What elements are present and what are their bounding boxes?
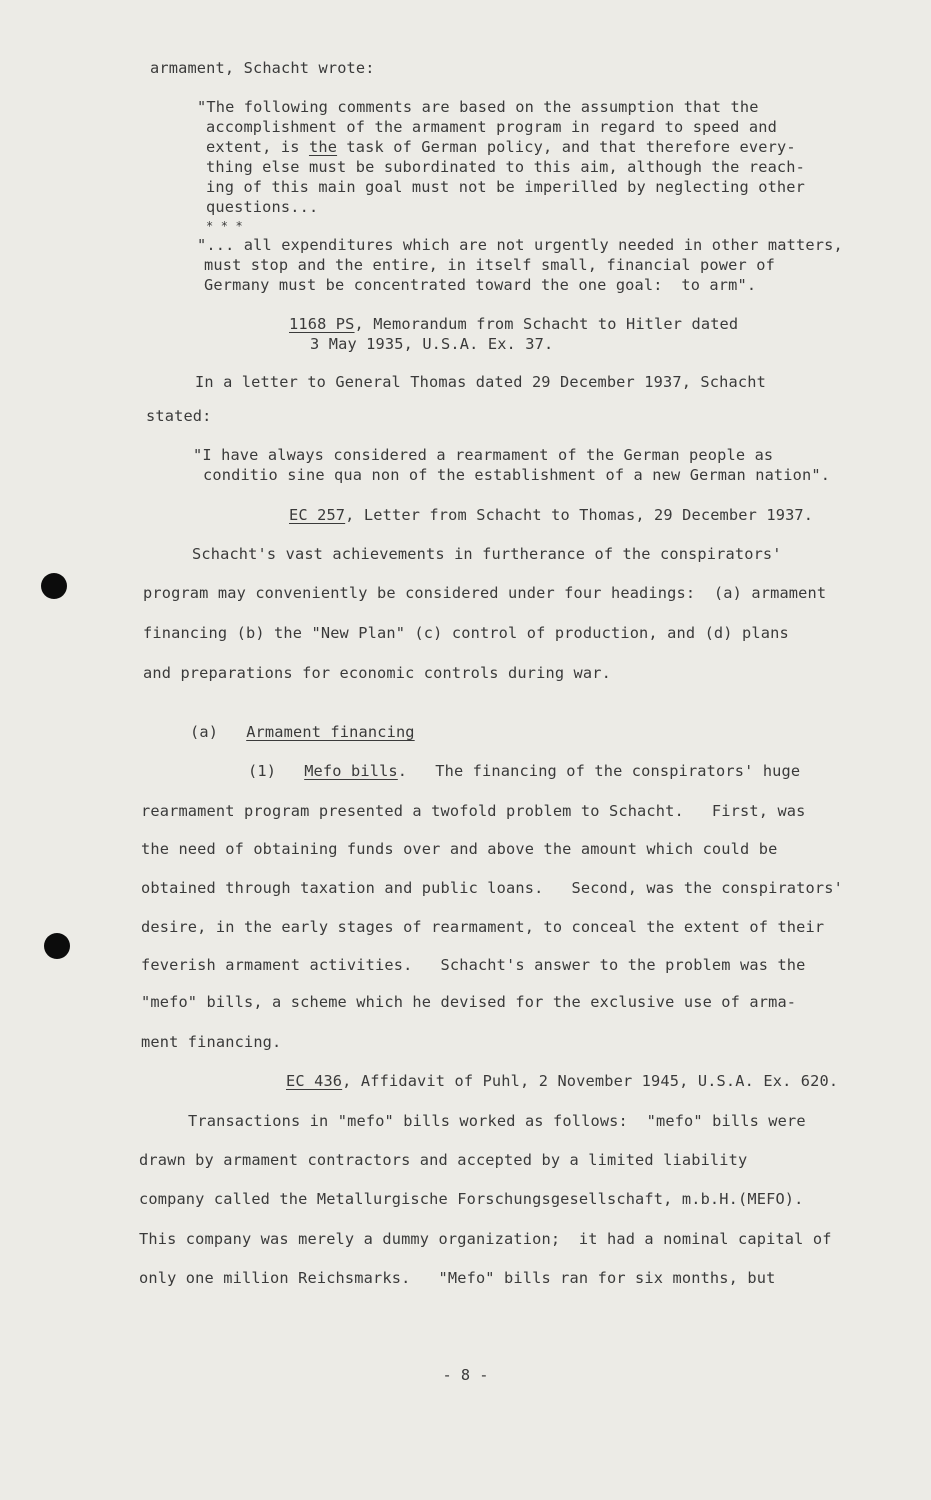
paragraph-line: financing (b) the "New Plan" (c) control of production, and (d) plans xyxy=(143,624,789,642)
emphasis-text: the xyxy=(308,138,338,156)
page-number: - 8 - xyxy=(442,1366,489,1384)
paragraph-line: and preparations for economic controls during war. xyxy=(143,664,611,682)
quote-line: accomplishment of the armament program in regard to speed and xyxy=(206,118,777,136)
paragraph-line: rearmament program presented a twofold problem to Schacht. First, was xyxy=(141,802,806,820)
paragraph-line: company called the Metallurgische Forschungsgesellschaft, m.b.H.(MEFO). xyxy=(139,1190,804,1208)
paragraph-line: desire, in the early stages of rearmament, to conceal the extent of their xyxy=(141,918,825,936)
quote-line: thing else must be subordinated to this aim, although the reach- xyxy=(206,158,806,176)
quote-line: Germany must be concentrated toward the one goal: to arm". xyxy=(204,276,757,294)
paragraph-line: the need of obtaining funds over and above the amount which could be xyxy=(141,840,778,858)
paragraph-line: drawn by armament contractors and accepted by a limited liability xyxy=(139,1151,748,1169)
ellipsis-stars: * * * xyxy=(206,219,243,233)
citation-text: , Affidavit of Puhl, 2 November 1945, U.S.A. Ex. 620. xyxy=(342,1072,839,1090)
quote-line: questions... xyxy=(206,198,319,216)
paragraph-line: obtained through taxation and public loans. Second, was the conspirators' xyxy=(141,879,843,897)
subsection-title: Mefo bills xyxy=(304,762,398,780)
heading-label: (a) xyxy=(190,723,219,741)
citation-text: , Letter from Schacht to Thomas, 29 December 1937. xyxy=(345,506,814,524)
quote-line: "... all expenditures which are not urgently needed in other matters, xyxy=(197,236,843,254)
quote-text: task of German policy, and that therefore every- xyxy=(337,138,796,156)
paragraph-line: program may conveniently be considered under four headings: (a) armament xyxy=(143,584,827,602)
quote-line: "I have always considered a rearmament of the German people as xyxy=(193,446,774,464)
quote-line xyxy=(206,137,796,157)
citation-doc: EC 257 xyxy=(289,506,346,524)
paragraph-line: feverish armament activities. Schacht's answer to the problem was the xyxy=(141,956,806,974)
citation xyxy=(289,505,813,525)
citation xyxy=(286,1071,838,1091)
paragraph-line: In a letter to General Thomas dated 29 December 1937, Schacht xyxy=(195,373,766,391)
paragraph-line: Transactions in "mefo" bills worked as follows: "mefo" bills were xyxy=(188,1112,806,1130)
heading-title: Armament financing xyxy=(246,723,415,741)
quote-line: conditio sine qua non of the establishment of a new German nation". xyxy=(203,466,831,484)
paragraph-line: only one million Reichsmarks. "Mefo" bills ran for six months, but xyxy=(139,1269,776,1287)
quote-line: must stop and the entire, in itself small, financial power of xyxy=(204,256,775,274)
paragraph-line: stated: xyxy=(146,407,212,425)
citation xyxy=(289,314,738,334)
quote-line: "The following comments are based on the assumption that the xyxy=(197,98,759,116)
quote-text: extent, is xyxy=(206,138,309,156)
citation-doc: 1168 PS xyxy=(289,315,355,333)
citation: 3 May 1935, U.S.A. Ex. 37. xyxy=(310,335,554,353)
paragraph-line: "mefo" bills, a scheme which he devised for the exclusive use of arma- xyxy=(141,993,797,1011)
paragraph-line: ment financing. xyxy=(141,1033,282,1051)
paragraph-line: This company was merely a dummy organization; it had a nominal capital of xyxy=(139,1230,832,1248)
subsection-line xyxy=(248,761,800,781)
quote-line: ing of this main goal must not be imperilled by neglecting other xyxy=(206,178,806,196)
citation-doc: EC 436 xyxy=(286,1072,343,1090)
paragraph-line: Schacht's vast achievements in furtherance of the conspirators' xyxy=(192,545,782,563)
citation-text: , Memorandum from Schacht to Hitler dated xyxy=(354,315,739,333)
punch-hole xyxy=(44,933,70,959)
subsection-number: (1) xyxy=(248,762,277,780)
intro-line: armament, Schacht wrote: xyxy=(150,59,375,77)
punch-hole xyxy=(41,573,67,599)
subsection-text: . The financing of the conspirators' huge xyxy=(397,762,801,780)
section-heading xyxy=(190,722,415,742)
